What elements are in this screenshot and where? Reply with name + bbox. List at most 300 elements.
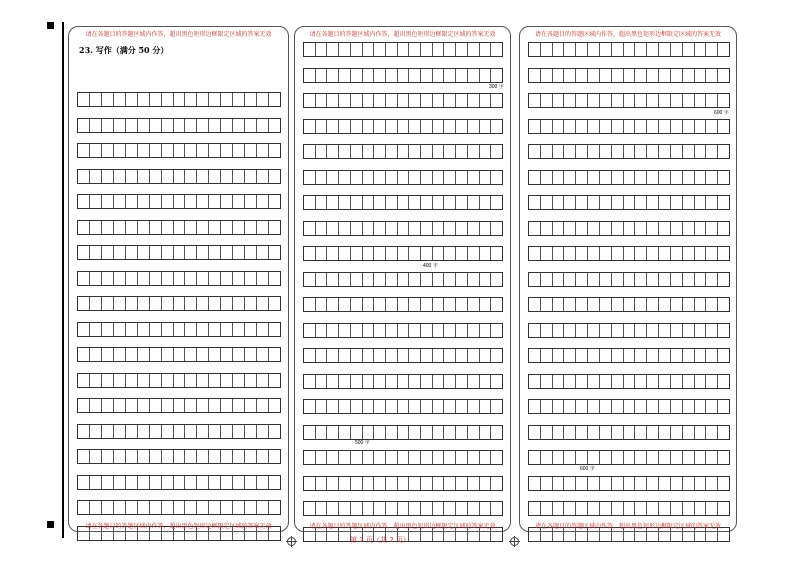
grid-cell[interactable] <box>576 43 588 56</box>
grid-cell[interactable] <box>456 171 468 184</box>
grid-cell[interactable] <box>480 502 492 515</box>
grid-cell[interactable] <box>339 196 351 209</box>
grid-cell[interactable] <box>456 222 468 235</box>
grid-cell[interactable] <box>363 375 375 388</box>
grid-cell[interactable] <box>114 348 126 361</box>
grid-cell[interactable] <box>409 247 421 260</box>
grid-cell[interactable] <box>564 426 576 439</box>
grid-cell[interactable] <box>233 93 245 106</box>
grid-row[interactable] <box>77 398 281 413</box>
grid-row[interactable] <box>528 399 730 414</box>
grid-cell[interactable] <box>706 145 718 158</box>
grid-cell[interactable] <box>78 450 90 463</box>
grid-cell[interactable] <box>529 400 541 413</box>
grid-row[interactable] <box>77 322 281 337</box>
grid-cell[interactable] <box>90 144 102 157</box>
grid-cell[interactable] <box>612 273 624 286</box>
grid-cell[interactable] <box>245 119 257 132</box>
grid-cell[interactable] <box>126 348 138 361</box>
grid-cell[interactable] <box>718 324 729 337</box>
grid-row[interactable] <box>528 221 730 236</box>
grid-cell[interactable] <box>327 324 339 337</box>
grid-cell[interactable] <box>304 324 316 337</box>
grid-cell[interactable] <box>386 94 398 107</box>
grid-row[interactable] <box>77 424 281 439</box>
grid-cell[interactable] <box>491 43 502 56</box>
grid-cell[interactable] <box>398 400 410 413</box>
grid-cell[interactable] <box>706 324 718 337</box>
grid-cell[interactable] <box>102 144 114 157</box>
grid-cell[interactable] <box>576 400 588 413</box>
grid-cell[interactable] <box>409 43 421 56</box>
grid-cell[interactable] <box>433 69 445 82</box>
grid-cell[interactable] <box>480 298 492 311</box>
grid-cell[interactable] <box>541 477 553 490</box>
grid-cell[interactable] <box>90 93 102 106</box>
grid-cell[interactable] <box>327 273 339 286</box>
grid-cell[interactable] <box>374 451 386 464</box>
grid-cell[interactable] <box>683 400 695 413</box>
grid-cell[interactable] <box>541 69 553 82</box>
grid-cell[interactable] <box>480 451 492 464</box>
grid-row[interactable] <box>77 143 281 158</box>
grid-cell[interactable] <box>374 43 386 56</box>
grid-cell[interactable] <box>257 144 269 157</box>
grid-row[interactable] <box>77 373 281 388</box>
grid-cell[interactable] <box>456 426 468 439</box>
grid-cell[interactable] <box>624 145 636 158</box>
grid-cell[interactable] <box>541 120 553 133</box>
grid-cell[interactable] <box>316 145 328 158</box>
grid-cell[interactable] <box>706 426 718 439</box>
grid-cell[interactable] <box>316 273 328 286</box>
grid-cell[interactable] <box>444 43 456 56</box>
grid-cell[interactable] <box>695 222 707 235</box>
grid-cell[interactable] <box>339 426 351 439</box>
grid-cell[interactable] <box>174 144 186 157</box>
grid-cell[interactable] <box>150 323 162 336</box>
grid-cell[interactable] <box>386 324 398 337</box>
grid-cell[interactable] <box>635 43 647 56</box>
grid-cell[interactable] <box>683 349 695 362</box>
grid-cell[interactable] <box>576 426 588 439</box>
grid-cell[interactable] <box>245 374 257 387</box>
grid-cell[interactable] <box>695 502 707 515</box>
grid-cell[interactable] <box>386 247 398 260</box>
grid-cell[interactable] <box>269 195 280 208</box>
grid-cell[interactable] <box>706 69 718 82</box>
grid-cell[interactable] <box>444 171 456 184</box>
grid-cell[interactable] <box>647 324 659 337</box>
grid-cell[interactable] <box>683 222 695 235</box>
grid-cell[interactable] <box>468 298 480 311</box>
grid-cell[interactable] <box>363 477 375 490</box>
grid-cell[interactable] <box>433 120 445 133</box>
grid-cell[interactable] <box>647 171 659 184</box>
grid-cell[interactable] <box>339 502 351 515</box>
grid-cell[interactable] <box>612 171 624 184</box>
grid-cell[interactable] <box>269 501 280 514</box>
grid-cell[interactable] <box>78 170 90 183</box>
grid-cell[interactable] <box>339 375 351 388</box>
grid-cell[interactable] <box>78 297 90 310</box>
grid-cell[interactable] <box>78 144 90 157</box>
grid-cell[interactable] <box>245 476 257 489</box>
grid-cell[interactable] <box>304 222 316 235</box>
grid-cell[interactable] <box>659 349 671 362</box>
grid-cell[interactable] <box>695 324 707 337</box>
grid-cell[interactable] <box>363 94 375 107</box>
grid-cell[interactable] <box>695 171 707 184</box>
grid-cell[interactable] <box>695 196 707 209</box>
grid-cell[interactable] <box>398 426 410 439</box>
grid-cell[interactable] <box>209 93 221 106</box>
grid-cell[interactable] <box>480 69 492 82</box>
grid-cell[interactable] <box>174 119 186 132</box>
grid-cell[interactable] <box>468 222 480 235</box>
grid-cell[interactable] <box>150 221 162 234</box>
grid-cell[interactable] <box>327 451 339 464</box>
grid-cell[interactable] <box>695 69 707 82</box>
grid-cell[interactable] <box>102 348 114 361</box>
grid-row[interactable] <box>528 93 730 108</box>
grid-cell[interactable] <box>564 451 576 464</box>
grid-cell[interactable] <box>78 425 90 438</box>
grid-cell[interactable] <box>126 476 138 489</box>
grid-cell[interactable] <box>659 247 671 260</box>
grid-cell[interactable] <box>327 222 339 235</box>
grid-cell[interactable] <box>209 374 221 387</box>
grid-cell[interactable] <box>553 349 565 362</box>
grid-cell[interactable] <box>468 349 480 362</box>
grid-cell[interactable] <box>102 450 114 463</box>
grid-cell[interactable] <box>150 501 162 514</box>
grid-cell[interactable] <box>659 375 671 388</box>
grid-cell[interactable] <box>351 502 363 515</box>
grid-cell[interactable] <box>718 247 729 260</box>
grid-cell[interactable] <box>209 144 221 157</box>
grid-cell[interactable] <box>351 451 363 464</box>
grid-cell[interactable] <box>491 324 502 337</box>
grid-cell[interactable] <box>444 94 456 107</box>
grid-cell[interactable] <box>245 425 257 438</box>
grid-row[interactable] <box>303 297 503 312</box>
grid-cell[interactable] <box>421 375 433 388</box>
grid-cell[interactable] <box>576 69 588 82</box>
grid-cell[interactable] <box>138 425 150 438</box>
grid-cell[interactable] <box>480 120 492 133</box>
grid-row[interactable] <box>303 476 503 491</box>
grid-cell[interactable] <box>209 501 221 514</box>
grid-cell[interactable] <box>114 450 126 463</box>
grid-cell[interactable] <box>233 425 245 438</box>
grid-cell[interactable] <box>126 170 138 183</box>
grid-cell[interactable] <box>174 246 186 259</box>
grid-cell[interactable] <box>635 375 647 388</box>
grid-cell[interactable] <box>553 94 565 107</box>
grid-cell[interactable] <box>409 426 421 439</box>
grid-cell[interactable] <box>421 145 433 158</box>
grid-cell[interactable] <box>174 501 186 514</box>
grid-cell[interactable] <box>491 502 502 515</box>
grid-cell[interactable] <box>126 221 138 234</box>
grid-cell[interactable] <box>456 69 468 82</box>
grid-cell[interactable] <box>624 426 636 439</box>
grid-cell[interactable] <box>409 324 421 337</box>
grid-cell[interactable] <box>468 400 480 413</box>
grid-cell[interactable] <box>541 247 553 260</box>
grid-cell[interactable] <box>150 476 162 489</box>
grid-cell[interactable] <box>612 502 624 515</box>
grid-cell[interactable] <box>444 451 456 464</box>
grid-cell[interactable] <box>374 120 386 133</box>
grid-cell[interactable] <box>468 171 480 184</box>
grid-cell[interactable] <box>327 43 339 56</box>
grid-cell[interactable] <box>269 221 280 234</box>
grid-cell[interactable] <box>114 195 126 208</box>
grid-cell[interactable] <box>659 94 671 107</box>
grid-cell[interactable] <box>491 451 502 464</box>
grid-cell[interactable] <box>233 170 245 183</box>
grid-cell[interactable] <box>409 349 421 362</box>
grid-cell[interactable] <box>245 195 257 208</box>
grid-cell[interactable] <box>174 450 186 463</box>
grid-cell[interactable] <box>409 298 421 311</box>
grid-cell[interactable] <box>647 426 659 439</box>
grid-cell[interactable] <box>197 323 209 336</box>
grid-cell[interactable] <box>480 324 492 337</box>
grid-cell[interactable] <box>162 144 174 157</box>
grid-cell[interactable] <box>659 273 671 286</box>
grid-cell[interactable] <box>138 144 150 157</box>
grid-cell[interactable] <box>90 348 102 361</box>
grid-cell[interactable] <box>564 171 576 184</box>
grid-cell[interactable] <box>683 196 695 209</box>
grid-cell[interactable] <box>174 323 186 336</box>
grid-cell[interactable] <box>351 145 363 158</box>
grid-cell[interactable] <box>233 374 245 387</box>
grid-cell[interactable] <box>374 171 386 184</box>
grid-row[interactable] <box>77 500 281 515</box>
grid-cell[interactable] <box>612 298 624 311</box>
grid-cell[interactable] <box>102 221 114 234</box>
grid-cell[interactable] <box>600 477 612 490</box>
grid-cell[interactable] <box>491 196 502 209</box>
grid-cell[interactable] <box>647 247 659 260</box>
grid-cell[interactable] <box>245 323 257 336</box>
grid-row[interactable] <box>528 246 730 261</box>
grid-cell[interactable] <box>162 195 174 208</box>
grid-cell[interactable] <box>695 247 707 260</box>
grid-cell[interactable] <box>102 323 114 336</box>
grid-cell[interactable] <box>671 502 683 515</box>
grid-cell[interactable] <box>468 196 480 209</box>
grid-cell[interactable] <box>351 477 363 490</box>
grid-cell[interactable] <box>257 119 269 132</box>
grid-cell[interactable] <box>339 247 351 260</box>
grid-cell[interactable] <box>90 195 102 208</box>
grid-cell[interactable] <box>114 93 126 106</box>
grid-cell[interactable] <box>269 374 280 387</box>
grid-cell[interactable] <box>114 221 126 234</box>
grid-cell[interactable] <box>624 273 636 286</box>
grid-cell[interactable] <box>421 298 433 311</box>
grid-row[interactable] <box>303 68 503 83</box>
grid-cell[interactable] <box>456 400 468 413</box>
grid-cell[interactable] <box>102 272 114 285</box>
grid-cell[interactable] <box>635 349 647 362</box>
grid-cell[interactable] <box>659 171 671 184</box>
grid-cell[interactable] <box>78 348 90 361</box>
grid-cell[interactable] <box>588 400 600 413</box>
grid-cell[interactable] <box>150 348 162 361</box>
grid-cell[interactable] <box>444 69 456 82</box>
grid-cell[interactable] <box>718 120 729 133</box>
grid-cell[interactable] <box>421 222 433 235</box>
grid-cell[interactable] <box>588 426 600 439</box>
grid-cell[interactable] <box>185 348 197 361</box>
grid-cell[interactable] <box>529 196 541 209</box>
grid-row[interactable] <box>77 194 281 209</box>
grid-row[interactable] <box>528 68 730 83</box>
grid-cell[interactable] <box>635 400 647 413</box>
grid-cell[interactable] <box>102 501 114 514</box>
grid-cell[interactable] <box>456 196 468 209</box>
grid-cell[interactable] <box>316 451 328 464</box>
grid-cell[interactable] <box>491 145 502 158</box>
grid-cell[interactable] <box>647 400 659 413</box>
grid-row[interactable] <box>528 144 730 159</box>
grid-cell[interactable] <box>491 273 502 286</box>
grid-cell[interactable] <box>635 145 647 158</box>
grid-cell[interactable] <box>421 426 433 439</box>
grid-cell[interactable] <box>718 477 729 490</box>
grid-row[interactable] <box>303 501 503 516</box>
grid-cell[interactable] <box>695 400 707 413</box>
grid-cell[interactable] <box>624 69 636 82</box>
grid-row[interactable] <box>77 118 281 133</box>
grid-cell[interactable] <box>233 144 245 157</box>
grid-cell[interactable] <box>564 247 576 260</box>
grid-cell[interactable] <box>564 375 576 388</box>
grid-cell[interactable] <box>138 246 150 259</box>
grid-cell[interactable] <box>433 400 445 413</box>
grid-cell[interactable] <box>245 348 257 361</box>
grid-cell[interactable] <box>647 222 659 235</box>
grid-cell[interactable] <box>529 43 541 56</box>
grid-cell[interactable] <box>339 222 351 235</box>
grid-cell[interactable] <box>624 43 636 56</box>
grid-cell[interactable] <box>114 476 126 489</box>
grid-cell[interactable] <box>386 222 398 235</box>
grid-cell[interactable] <box>316 477 328 490</box>
grid-cell[interactable] <box>480 222 492 235</box>
grid-cell[interactable] <box>421 349 433 362</box>
grid-cell[interactable] <box>576 171 588 184</box>
grid-cell[interactable] <box>433 477 445 490</box>
grid-cell[interactable] <box>114 246 126 259</box>
grid-cell[interactable] <box>635 94 647 107</box>
grid-cell[interactable] <box>351 196 363 209</box>
grid-cell[interactable] <box>529 502 541 515</box>
grid-cell[interactable] <box>612 222 624 235</box>
grid-cell[interactable] <box>126 272 138 285</box>
grid-cell[interactable] <box>409 69 421 82</box>
grid-cell[interactable] <box>564 69 576 82</box>
grid-cell[interactable] <box>102 374 114 387</box>
grid-cell[interactable] <box>600 375 612 388</box>
grid-cell[interactable] <box>221 450 233 463</box>
grid-cell[interactable] <box>374 273 386 286</box>
grid-cell[interactable] <box>409 375 421 388</box>
grid-cell[interactable] <box>706 273 718 286</box>
grid-cell[interactable] <box>444 324 456 337</box>
grid-cell[interactable] <box>126 144 138 157</box>
grid-cell[interactable] <box>269 119 280 132</box>
grid-cell[interactable] <box>351 324 363 337</box>
grid-cell[interactable] <box>671 375 683 388</box>
grid-cell[interactable] <box>257 425 269 438</box>
grid-cell[interactable] <box>245 450 257 463</box>
grid-cell[interactable] <box>612 247 624 260</box>
grid-cell[interactable] <box>456 298 468 311</box>
grid-cell[interactable] <box>444 349 456 362</box>
grid-cell[interactable] <box>624 171 636 184</box>
grid-cell[interactable] <box>600 94 612 107</box>
grid-cell[interactable] <box>718 69 729 82</box>
grid-cell[interactable] <box>386 426 398 439</box>
grid-cell[interactable] <box>245 399 257 412</box>
grid-cell[interactable] <box>233 501 245 514</box>
grid-cell[interactable] <box>647 477 659 490</box>
grid-cell[interactable] <box>444 298 456 311</box>
grid-cell[interactable] <box>718 451 729 464</box>
grid-cell[interactable] <box>491 120 502 133</box>
grid-cell[interactable] <box>671 69 683 82</box>
grid-cell[interactable] <box>647 43 659 56</box>
grid-cell[interactable] <box>468 69 480 82</box>
grid-cell[interactable] <box>174 170 186 183</box>
grid-cell[interactable] <box>363 451 375 464</box>
grid-cell[interactable] <box>409 145 421 158</box>
grid-cell[interactable] <box>363 120 375 133</box>
grid-row[interactable] <box>528 170 730 185</box>
grid-cell[interactable] <box>576 502 588 515</box>
grid-row[interactable] <box>528 272 730 287</box>
grid-cell[interactable] <box>197 119 209 132</box>
grid-cell[interactable] <box>374 247 386 260</box>
grid-cell[interactable] <box>78 501 90 514</box>
grid-cell[interactable] <box>433 171 445 184</box>
grid-cell[interactable] <box>635 120 647 133</box>
grid-cell[interactable] <box>269 170 280 183</box>
grid-cell[interactable] <box>553 273 565 286</box>
grid-cell[interactable] <box>635 171 647 184</box>
grid-cell[interactable] <box>541 349 553 362</box>
grid-cell[interactable] <box>421 324 433 337</box>
grid-cell[interactable] <box>433 349 445 362</box>
grid-cell[interactable] <box>706 222 718 235</box>
grid-cell[interactable] <box>683 324 695 337</box>
grid-cell[interactable] <box>541 94 553 107</box>
grid-row[interactable] <box>77 271 281 286</box>
grid-cell[interactable] <box>695 94 707 107</box>
grid-cell[interactable] <box>138 272 150 285</box>
grid-cell[interactable] <box>197 221 209 234</box>
grid-cell[interactable] <box>102 297 114 310</box>
grid-cell[interactable] <box>398 120 410 133</box>
grid-cell[interactable] <box>162 476 174 489</box>
